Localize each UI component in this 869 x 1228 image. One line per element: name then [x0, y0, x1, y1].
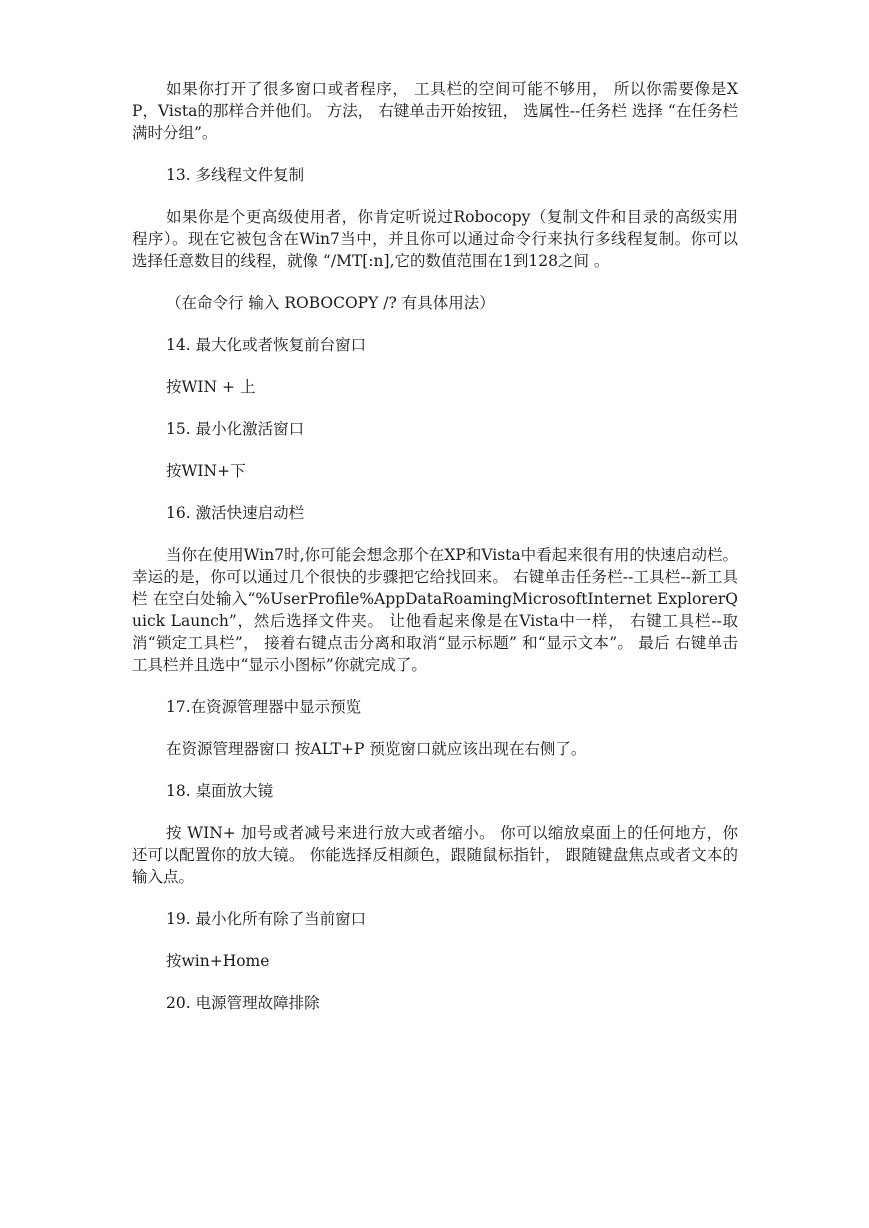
paragraph-taskbar-grouping: 如果你打开了很多窗口或者程序， 工具栏的空间可能不够用， 所以你需要像是XP，Vista的那样合并他们。 方法， 右键单击开始按钮， 选属性--任务栏 选择 “在任务栏满时分组”。	[132, 80, 738, 142]
heading-17: 17.在资源管理器中显示预览	[166, 698, 362, 716]
paragraph-robocopy: 如果你是个更高级使用者，你肯定听说过Robocopy（复制文件和目录的高级实用程序）。现在它被包含在Win7当中，并且你可以通过命令行来执行多线程复制。你可以选择任意数目的线程，就像 “/MT[:n],它的数值范围在1到128之间 。	[132, 208, 738, 270]
document-page	[132, 78, 738, 1034]
heading-18: 18. 桌面放大镜	[166, 782, 274, 800]
note-robocopy-usage: （在命令行 输入 ROBOCOPY /? 有具体用法）	[166, 294, 495, 312]
heading-16: 16. 激活快速启动栏	[166, 504, 305, 522]
shortcut-alt-p: 在资源管理器窗口 按ALT+P 预览窗口就应该出现在右侧了。	[166, 740, 587, 758]
shortcut-win-down: 按WIN+下	[166, 462, 246, 480]
shortcut-win-home: 按win+Home	[166, 952, 270, 970]
heading-20: 20. 电源管理故障排除	[166, 994, 320, 1012]
shortcut-win-up: 按WIN + 上	[166, 378, 256, 396]
heading-19: 19. 最小化所有除了当前窗口	[166, 910, 367, 928]
paragraph-quick-launch: 当你在使用Win7时,你可能会想念那个在XP和Vista中看起来很有用的快速启动栏。 幸运的是，你可以通过几个很快的步骤把它给找回来。 右键单击任务栏--工具栏--新工具栏 在空白处输入“%UserProfile%AppDataRoamingMicrosoftInternet ExplorerQuick Launch”，然后选择文件夹。 让他看起来像是在Vista中一样， 右键工具栏--取消“锁定工具栏”， 接着右键点击分离和取消“显示标题” 和“显示文本”。 最后 右键单击工具栏并且选中“显示小图标”你就完成了。	[132, 546, 738, 674]
paragraph-magnifier: 按 WIN+ 加号或者减号来进行放大或者缩小。 你可以缩放桌面上的任何地方，你还可以配置你的放大镜。 你能选择反相颜色，跟随鼠标指针， 跟随键盘焦点或者文本的输入点。	[132, 824, 738, 886]
heading-13: 13. 多线程文件复制	[166, 166, 305, 184]
heading-14: 14. 最大化或者恢复前台窗口	[166, 336, 367, 354]
heading-15: 15. 最小化激活窗口	[166, 420, 305, 438]
